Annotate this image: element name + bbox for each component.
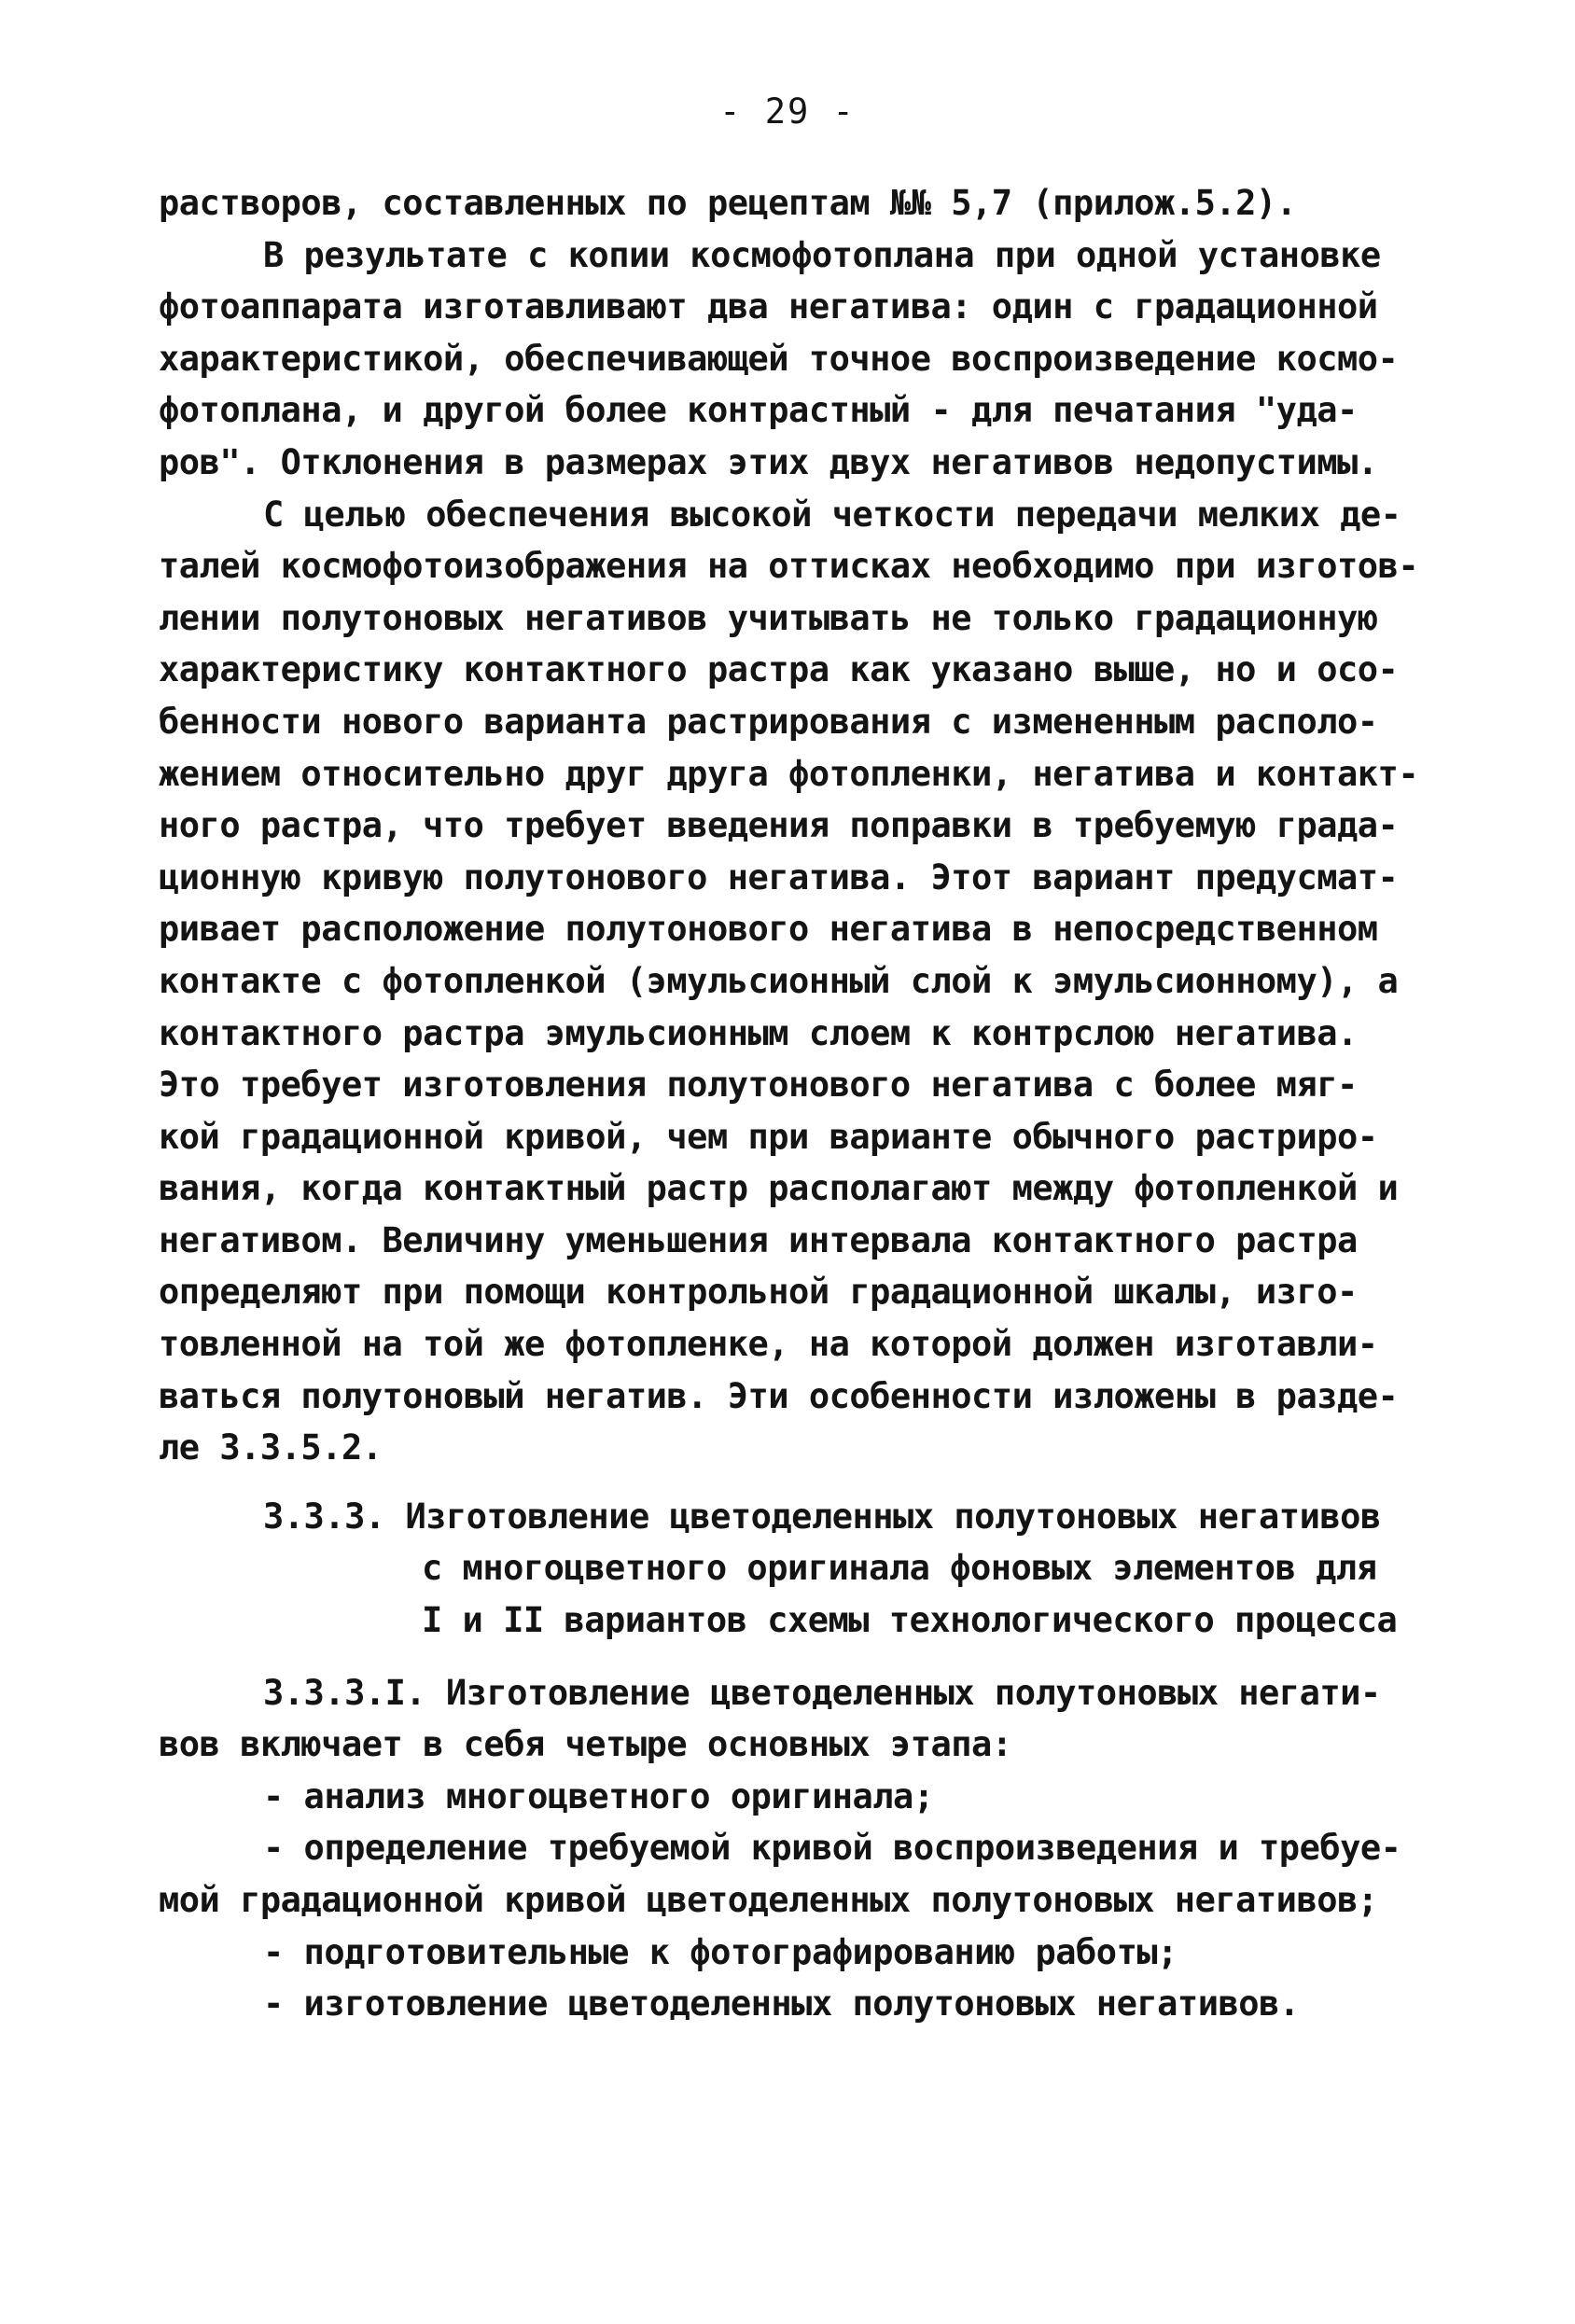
heading-line-first bbox=[159, 1491, 1474, 1543]
text-line: ваться полутоновый негатив. Эти особенности изложены в разде- bbox=[159, 1375, 1399, 1416]
text-line: фотоаппарата изготавливают два негатива: один с градационной bbox=[159, 286, 1378, 327]
text-line: В результате с копии космофотоплана при одной установке bbox=[263, 234, 1381, 275]
text-line: ционную кривую полутонового негатива. Этот вариант предусмат- bbox=[159, 856, 1399, 898]
text-line: лении полутоновых негативов учитывать не только градационную bbox=[159, 597, 1378, 638]
paragraph bbox=[159, 230, 1474, 489]
paragraph bbox=[159, 489, 1474, 1474]
heading-line: I и II вариантов схемы технологического процесса bbox=[422, 1600, 1398, 1641]
list-item: - анализ многоцветного оригинала; bbox=[263, 1775, 934, 1816]
text-line: характеристикой, обеспечивающей точное воспроизведение космо- bbox=[159, 338, 1399, 379]
text-line: вов включает в себя четыре основных этапа: bbox=[159, 1724, 1012, 1765]
text-line: С целью обеспечения высокой четкости передачи мелких де- bbox=[263, 494, 1401, 535]
list-item-continuation: мой градационной кривой цветоделенных полутоновых негативов; bbox=[159, 1880, 1378, 1920]
list-item: - подготовительные к фотографированию работы; bbox=[263, 1931, 1178, 1972]
heading-line: с многоцветного оригинала фоновых элементов для bbox=[422, 1548, 1377, 1589]
text-line: вания, когда контактный растр располагают между фотопленкой и bbox=[159, 1168, 1399, 1209]
section-heading bbox=[159, 1491, 1474, 1647]
text-line: определяют при помощи контрольной градационной шкалы, изго- bbox=[159, 1272, 1358, 1313]
text-line: жением относительно друг друга фотопленки, негатива и контакт- bbox=[159, 753, 1419, 794]
text-line: растворов, составленных по рецептам №№ 5,7 (прилож.5.2). bbox=[159, 183, 1297, 223]
list-item: - изготовление цветоделенных полутоновых негативов. bbox=[263, 1983, 1300, 2025]
text-line: кой градационной кривой, чем при варианте обычного растриро- bbox=[159, 1116, 1378, 1157]
text-line: Это требует изготовления полутонового негатива с более мяг- bbox=[159, 1065, 1358, 1106]
text-line: бенности нового варианта растрирования с измененным располо- bbox=[159, 701, 1378, 742]
text-line: товленной на той же фотопленке, на которой должен изготавли- bbox=[159, 1324, 1378, 1365]
section-number: 3.3.3. bbox=[263, 1496, 385, 1537]
text-line: 3.3.3.I. Изготовление цветоделенных полутоновых негати- bbox=[263, 1672, 1381, 1713]
text-line: характеристику контактного растра как указано выше, но и осо- bbox=[159, 649, 1399, 690]
text-line: ного растра, что требует введения поправки в требуемую града- bbox=[159, 805, 1399, 846]
heading-text: Изготовление цветоделенных полутоновых негативов bbox=[405, 1496, 1381, 1537]
subsection bbox=[159, 1667, 1474, 2030]
text-line: фотоплана, и другой более контрастный - для печатания "уда- bbox=[159, 390, 1358, 431]
list-item: - определение требуемой кривой воспроизведения и требуе- bbox=[263, 1828, 1401, 1869]
text-line: ле 3.3.5.2. bbox=[159, 1427, 383, 1468]
paragraph bbox=[159, 177, 1474, 230]
text-line: ров". Отклонения в размерах этих двух негативов недопустимы. bbox=[159, 441, 1378, 482]
text-line: негативом. Величину уменьшения интервала контактного растра bbox=[159, 1219, 1358, 1260]
text-line: контакте с фотопленкой (эмульсионный слой к эмульсионному), а bbox=[159, 960, 1399, 1001]
page-number: - 29 - bbox=[719, 91, 856, 132]
text-line: ривает расположение полутонового негатива в непосредственном bbox=[159, 909, 1378, 950]
text-line: талей космофотоизображения на оттисках необходимо при изготов- bbox=[159, 546, 1419, 587]
text-line: контактного растра эмульсионным слоем к контрслою негатива. bbox=[159, 1012, 1358, 1053]
body-text bbox=[159, 177, 1474, 2030]
